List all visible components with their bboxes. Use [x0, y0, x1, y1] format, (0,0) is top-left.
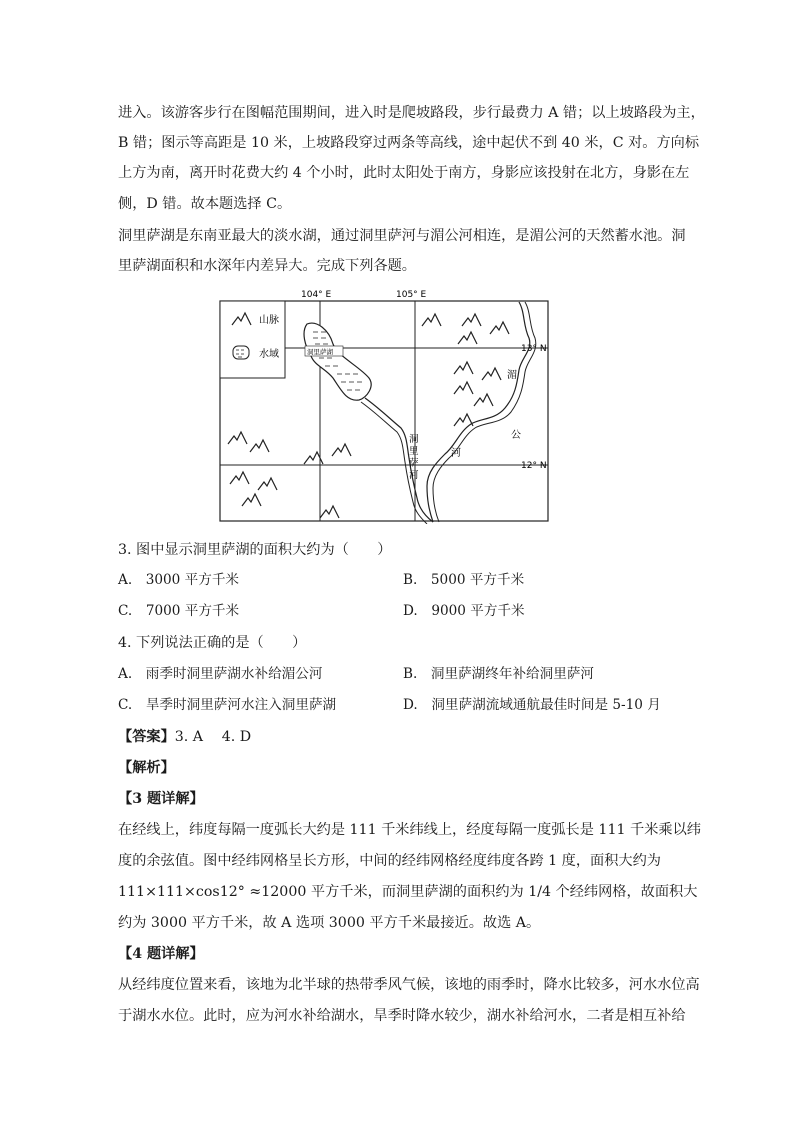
legend-mountain-label: 山脉 [259, 315, 279, 326]
text-line: 度的余弦值。图中经纬网格呈长方形，中间的经纬网格经度纬度各跨 1 度，面积大约为 [118, 853, 661, 869]
tonle-sap-map [219, 286, 555, 524]
question-3-stem: 3. 图中显示洞里萨湖的面积大约为（ ） [118, 542, 392, 558]
text-line: 洞里萨湖是东南亚最大的淡水湖，通过洞里萨河与湄公河相连，是湄公河的天然蓄水池。洞 [118, 228, 686, 244]
text-line: B 错；图示等高距是 10 米，上坡路段穿过两条等高线，途中起伏不到 40 米，C 对。方向标 [118, 135, 700, 151]
text-line: 进入。该游客步行在图幅范围期间，进入时是爬坡路段，步行最费力 A 错；以上坡路段为主， [118, 105, 705, 121]
q4-option-d: D. 洞里萨湖流域通航最佳时间是 5-10 月 [403, 697, 661, 713]
q4-option-c: C. 旱季时洞里萨河水注入洞里萨湖 [118, 697, 337, 713]
text-line: 在经线上，纬度每隔一度弧长大约是 111 千米纬线上，经度每隔一度弧长是 111 千米乘以纬 [118, 822, 701, 838]
text-line: 从经纬度位置来看，该地为北半球的热带季风气候，该地的雨季时，降水比较多，河水水位高 [118, 977, 700, 993]
text-line: 侧，D 错。故本题选择 C。 [118, 196, 292, 212]
lat-label-12: 12° N [521, 461, 547, 471]
answer-line [118, 727, 251, 747]
river-char: 河 [409, 470, 419, 481]
lat-label-13: 13° N [521, 344, 547, 354]
q4-option-b: B. 洞里萨湖终年补给洞里萨河 [403, 666, 595, 682]
text-line: 111×111×cos12° ≈12000 平方千米，而洞里萨湖的面积约为 1/4 个经纬网格，故面积大 [118, 884, 698, 900]
lake-label: 洞里萨湖 [307, 348, 333, 356]
text-line: 上方为南，离开时花费大约 4 个小时，此时太阳处于南方，身影应该投射在北方，身影在左 [118, 165, 690, 181]
q3-option-b: B. 5000 平方千米 [403, 572, 525, 588]
river-char: 湄 [507, 370, 517, 381]
q3-option-d: D. 9000 平方千米 [403, 603, 525, 619]
lon-label-104: 104° E [301, 290, 332, 300]
legend-water-label: 水域 [259, 349, 279, 360]
text-line: 里萨湖面积和水深年内差异大。完成下列各题。 [118, 258, 416, 274]
legend-box [220, 301, 285, 378]
answer-label: 【答案】 [118, 729, 175, 745]
q4-option-a: A. 雨季时洞里萨湖水补给湄公河 [118, 666, 323, 682]
detail-3-label: 【3 题详解】 [118, 791, 204, 807]
river-char: 河 [451, 448, 461, 459]
river-char: 萨 [409, 458, 419, 469]
river-char: 里 [409, 446, 419, 457]
lon-label-105: 105° E [396, 290, 427, 300]
q3-option-c: C. 7000 平方千米 [118, 603, 240, 619]
text-line: 于湖水水位。此时，应为河水补给湖水，旱季时降水较少，湖水补给河水，二者是相互补给 [118, 1008, 686, 1024]
question-4-stem: 4. 下列说法正确的是（ ） [118, 635, 307, 651]
river-char: 公 [511, 430, 521, 441]
analysis-label: 【解析】 [118, 760, 175, 776]
answer-text: 3. A 4. D [174, 729, 252, 745]
q3-option-a: A. 3000 平方千米 [118, 572, 240, 588]
text-line: 约为 3000 平方千米，故 A 选项 3000 平方千米最接近。故选 A。 [118, 915, 541, 931]
detail-4-label: 【4 题详解】 [118, 946, 204, 962]
river-char: 洞 [409, 434, 419, 445]
